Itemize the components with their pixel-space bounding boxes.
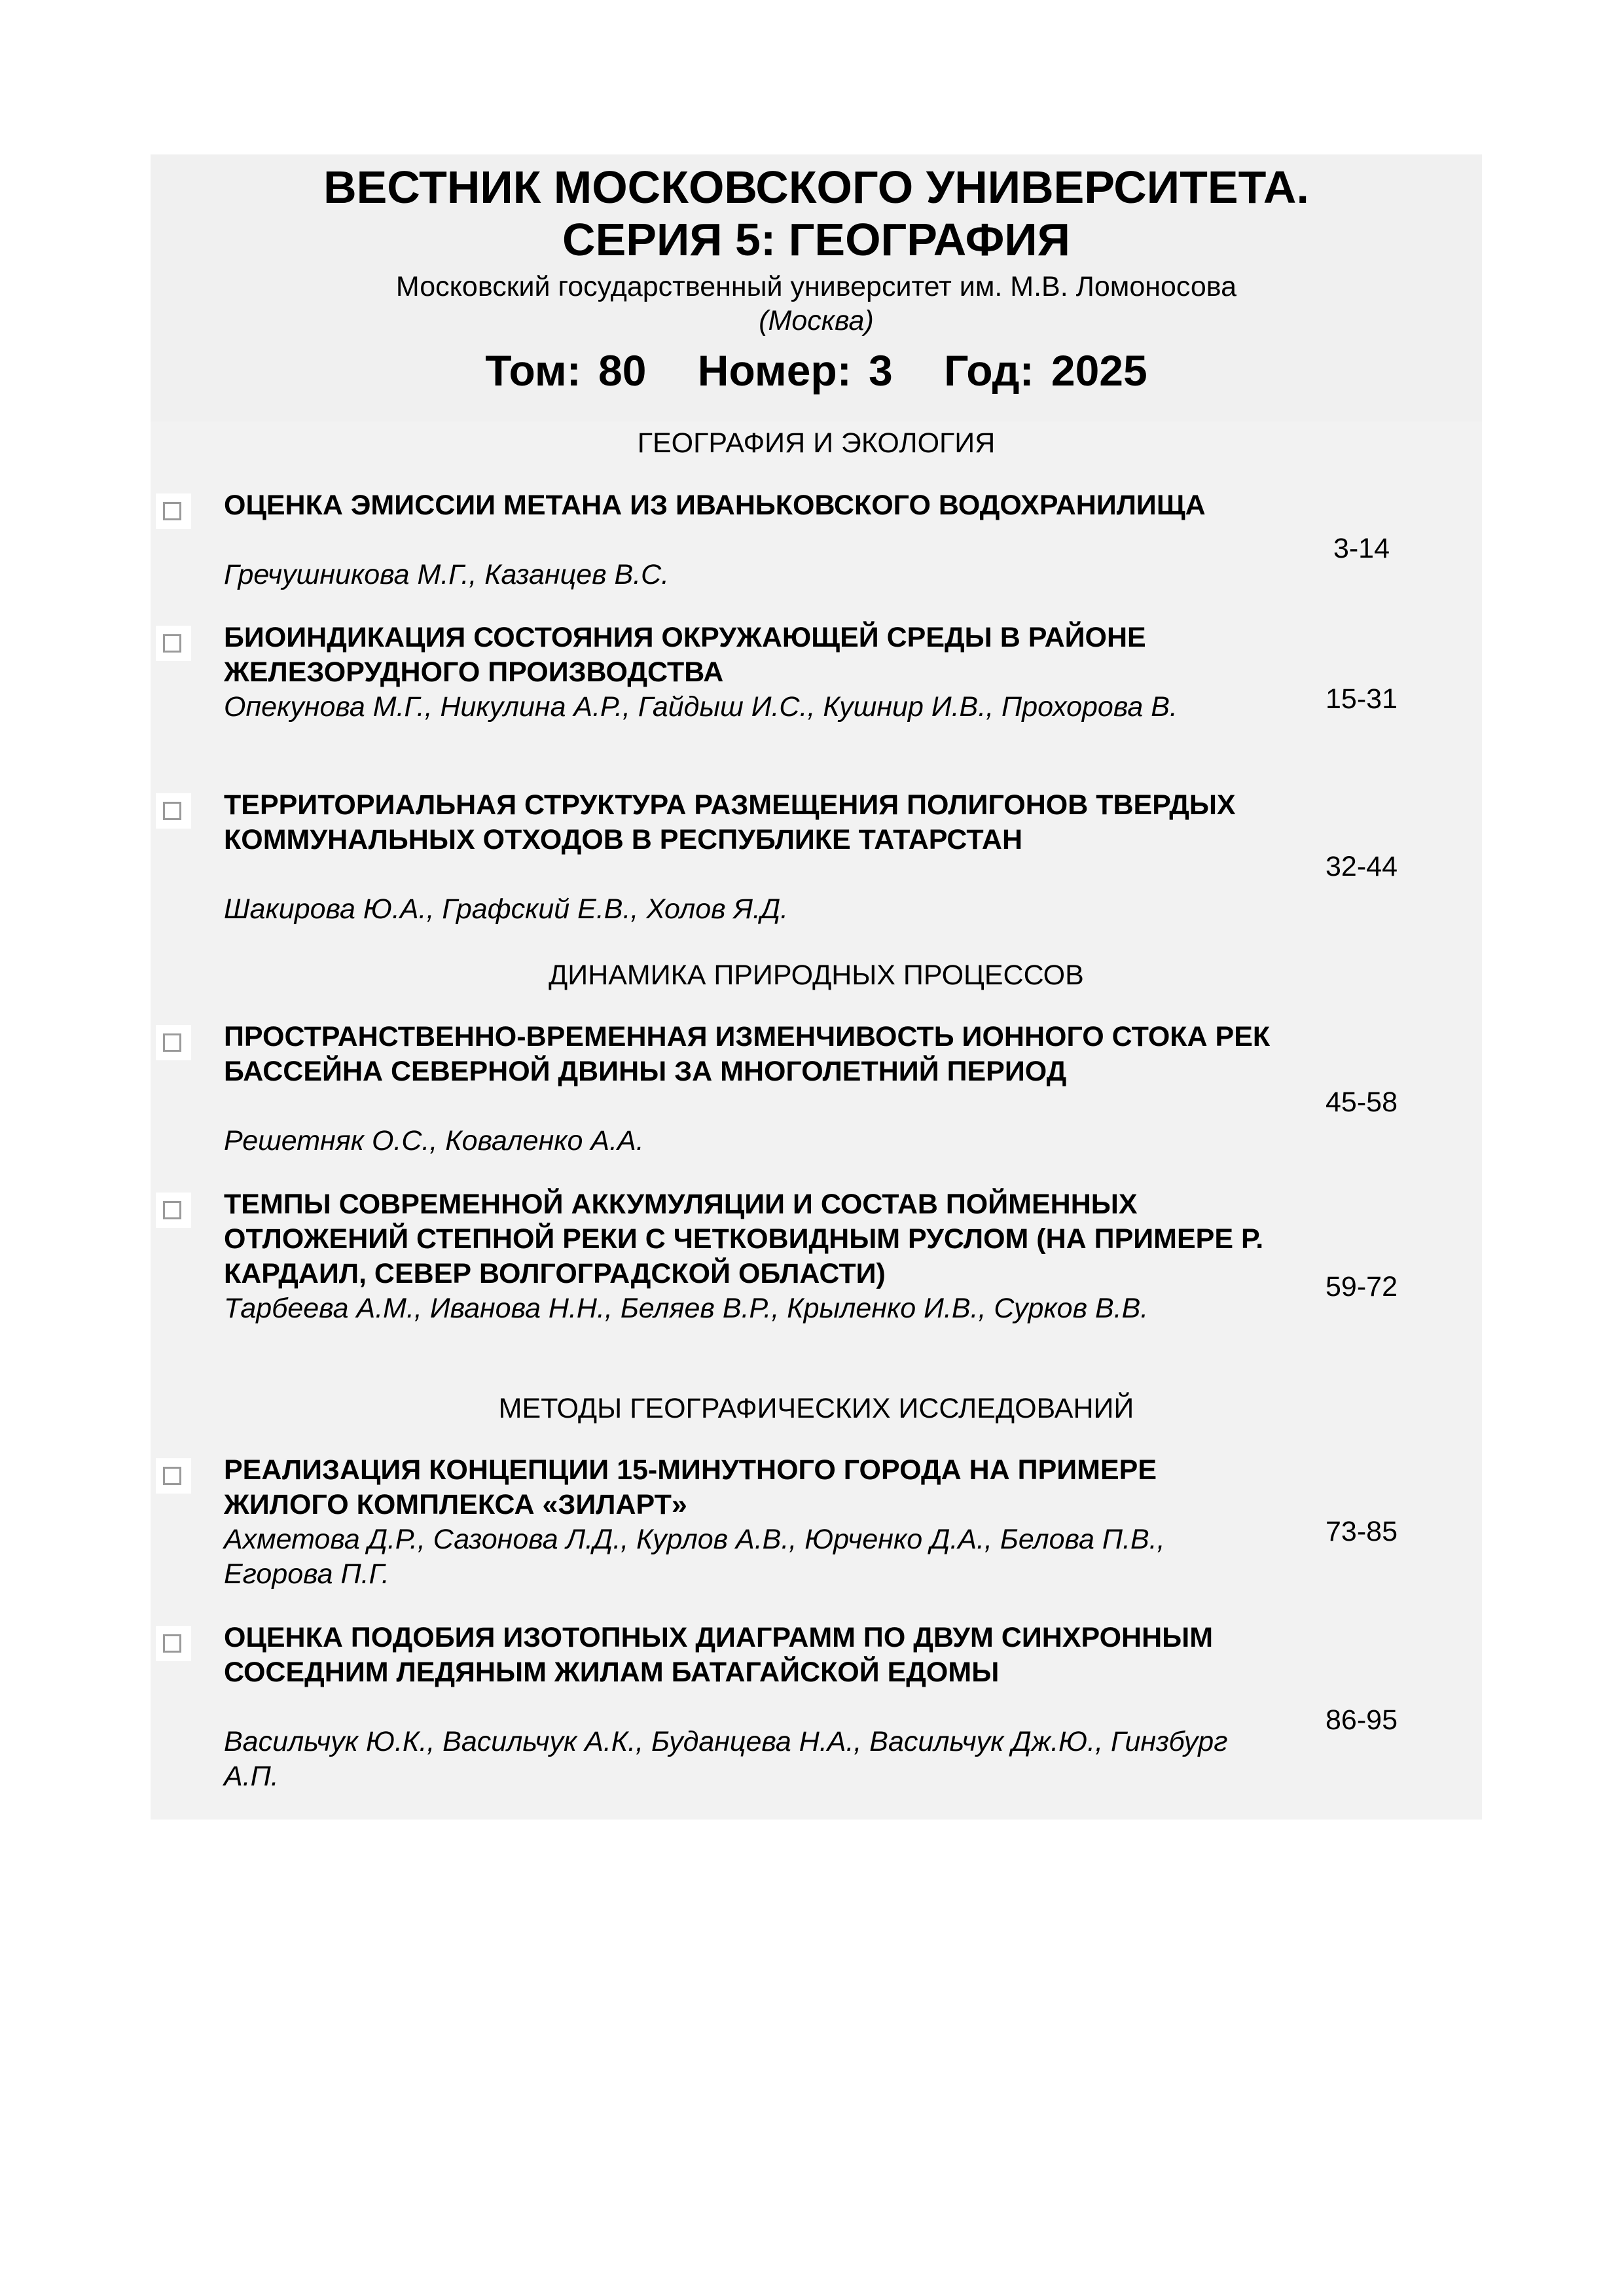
article-title[interactable]: ОЦЕНКА ЭМИССИИ МЕТАНА ИЗ ИВАНЬКОВСКОГО ВОДОХРАНИЛИЩА (224, 490, 1206, 521)
article-title[interactable]: БИОИНДИКАЦИЯ СОСТОЯНИЯ ОКРУЖАЮЩЕЙ СРЕДЫ В РАЙОНЕ ЖЕЛЕЗОРУДНОГО ПРОИЗВОДСТВА (224, 622, 1146, 688)
checkbox-icon (163, 634, 181, 653)
journal-header (151, 154, 1482, 422)
article-authors: Васильчук Ю.К., Васильчук А.К., Буданцева Н.А., Васильчук Дж.Ю., Гинзбург А.П. (224, 1726, 1228, 1792)
journal-title-line2: СЕРИЯ 5: ГЕОГРАФИЯ (562, 214, 1070, 265)
checkbox-icon (163, 1201, 181, 1219)
checkbox-icon (163, 1033, 181, 1052)
checkbox-icon (163, 802, 181, 820)
article-authors: Шакирова Ю.А., Графский Е.В., Холов Я.Д. (224, 893, 789, 925)
article-authors: Гречушникова М.Г., Казанцев В.С. (224, 559, 670, 590)
article-checkbox[interactable] (156, 793, 191, 829)
publisher: Московский государственный университет им. М.В. Ломоносова (395, 271, 1237, 302)
article-authors: Решетняк О.С., Коваленко А.А. (224, 1125, 644, 1157)
checkbox-icon (163, 1634, 181, 1653)
article-authors: Ахметова Д.Р., Сазонова Л.Д., Курлов А.В., Юрченко Д.А., Белова П.В., Егорова П.Г. (224, 1524, 1165, 1590)
article-checkbox[interactable] (156, 1626, 191, 1661)
publisher-city: (Москва) (759, 305, 874, 336)
article-title[interactable]: РЕАЛИЗАЦИЯ КОНЦЕПЦИИ 15-МИНУТНОГО ГОРОДА НА ПРИМЕРЕ ЖИЛОГО КОМПЛЕКСА «ЗИЛАРТ» (224, 1454, 1157, 1520)
issue-year: Год: 2025 (944, 346, 1147, 395)
section-heading: ДИНАМИКА ПРИРОДНЫХ ПРОЦЕССОВ (549, 960, 1084, 991)
article-pages: 86-95 (1326, 1704, 1398, 1736)
article-checkbox[interactable] (156, 1458, 191, 1494)
article-authors: Опекунова М.Г., Никулина А.Р., Гайдыш И.С., Кушнир И.В., Прохорова В. (224, 691, 1178, 723)
article-title[interactable]: ПРОСТРАНСТВЕННО-ВРЕМЕННАЯ ИЗМЕНЧИВОСТЬ ИОННОГО СТОКА РЕК БАССЕЙНА СЕВЕРНОЙ ДВИНЫ ЗА МНОГОЛЕТНИЙ ПЕРИОД (224, 1021, 1271, 1087)
section-heading: ГЕОГРАФИЯ И ЭКОЛОГИЯ (637, 427, 996, 459)
article-checkbox[interactable] (156, 1025, 191, 1060)
article-pages: 59-72 (1326, 1271, 1398, 1302)
article-pages: 15-31 (1326, 683, 1398, 715)
article-pages: 3-14 (1333, 533, 1390, 564)
article-title[interactable]: ТЕРРИТОРИАЛЬНАЯ СТРУКТУРА РАЗМЕЩЕНИЯ ПОЛИГОНОВ ТВЕРДЫХ КОММУНАЛЬНЫХ ОТХОДОВ В РЕСПУБЛИКЕ ТАТАРСТАН (224, 789, 1236, 855)
article-checkbox[interactable] (156, 626, 191, 661)
issue-info (151, 344, 1482, 397)
article-title[interactable]: ОЦЕНКА ПОДОБИЯ ИЗОТОПНЫХ ДИАГРАММ ПО ДВУМ СИНХРОННЫМ СОСЕДНИМ ЛЕДЯНЫМ ЖИЛАМ БАТАГАЙСКОЙ ЕДОМЫ (224, 1622, 1214, 1688)
issue-volume: Том: 80 (485, 346, 647, 395)
article-pages: 45-58 (1326, 1086, 1398, 1118)
issue-number: Номер: 3 (697, 346, 893, 395)
article-pages: 32-44 (1326, 851, 1398, 882)
checkbox-icon (163, 502, 181, 520)
article-checkbox[interactable] (156, 493, 191, 529)
article-authors: Тарбеева А.М., Иванова Н.Н., Беляев В.Р., Крыленко И.В., Сурков В.В. (224, 1293, 1149, 1324)
journal-title-line1: ВЕСТНИК МОСКОВСКОГО УНИВЕРСИТЕТА. (323, 162, 1309, 213)
section-heading: МЕТОДЫ ГЕОГРАФИЧЕСКИХ ИССЛЕДОВАНИЙ (498, 1393, 1134, 1424)
article-title[interactable]: ТЕМПЫ СОВРЕМЕННОЙ АККУМУЛЯЦИИ И СОСТАВ ПОЙМЕННЫХ ОТЛОЖЕНИЙ СТЕПНОЙ РЕКИ С ЧЕТКОВИДНЫМ РУСЛОМ (НА ПРИМЕРЕ Р. КАРДАИЛ, СЕВЕР ВОЛГОГРАДСКОЙ ОБЛАСТИ) (224, 1189, 1264, 1289)
article-pages: 73-85 (1326, 1516, 1398, 1547)
contents-panel (151, 154, 1482, 1820)
article-checkbox[interactable] (156, 1193, 191, 1228)
checkbox-icon (163, 1467, 181, 1485)
